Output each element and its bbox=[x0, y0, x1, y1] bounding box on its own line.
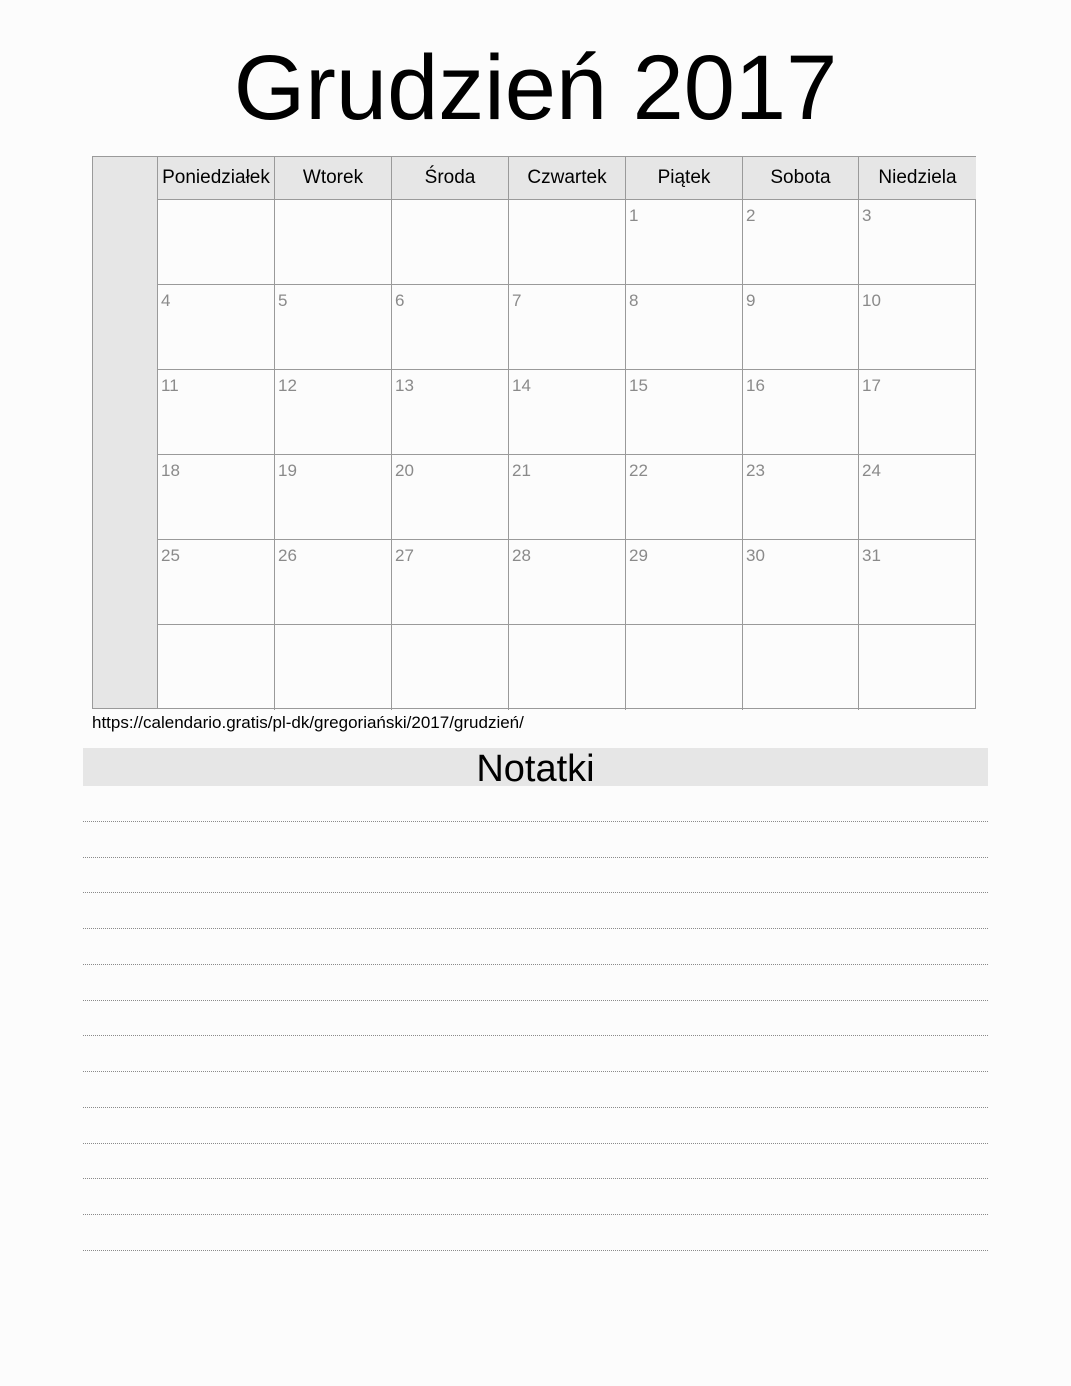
day-cell: 22 bbox=[626, 455, 743, 540]
weekday-header: Wtorek bbox=[275, 157, 392, 200]
note-line[interactable] bbox=[83, 822, 988, 858]
day-cell: 4 bbox=[158, 285, 275, 370]
day-cell: 24 bbox=[859, 455, 976, 540]
day-cell bbox=[509, 200, 626, 285]
day-cell: 11 bbox=[158, 370, 275, 455]
weekday-header: Niedziela bbox=[859, 157, 976, 200]
day-cell: 14 bbox=[509, 370, 626, 455]
day-cell: 20 bbox=[392, 455, 509, 540]
day-cell: 2 bbox=[743, 200, 859, 285]
note-line[interactable] bbox=[83, 1108, 988, 1144]
calendar-grid bbox=[92, 156, 976, 709]
day-cell: 5 bbox=[275, 285, 392, 370]
day-cell: 30 bbox=[743, 540, 859, 625]
day-cell: 28 bbox=[509, 540, 626, 625]
note-line[interactable] bbox=[83, 1001, 988, 1037]
page-title: Grudzień 2017 bbox=[233, 37, 838, 139]
day-cell bbox=[743, 625, 859, 710]
weekday-header: Piątek bbox=[626, 157, 743, 200]
calendar-body bbox=[158, 157, 975, 708]
day-cell: 10 bbox=[859, 285, 976, 370]
day-cell bbox=[509, 625, 626, 710]
notes-lines bbox=[83, 786, 988, 1251]
day-cell: 31 bbox=[859, 540, 976, 625]
day-cell: 27 bbox=[392, 540, 509, 625]
notes-title: Notatki bbox=[83, 748, 988, 786]
day-cell: 21 bbox=[509, 455, 626, 540]
day-cell: 1 bbox=[626, 200, 743, 285]
note-line[interactable] bbox=[83, 1072, 988, 1108]
day-cell: 15 bbox=[626, 370, 743, 455]
day-cell: 6 bbox=[392, 285, 509, 370]
day-cell: 12 bbox=[275, 370, 392, 455]
day-cell: 25 bbox=[158, 540, 275, 625]
day-cell: 18 bbox=[158, 455, 275, 540]
weekday-header: Środa bbox=[392, 157, 509, 200]
day-cell: 3 bbox=[859, 200, 976, 285]
note-line[interactable] bbox=[83, 1215, 988, 1251]
day-cell bbox=[158, 200, 275, 285]
weekday-header: Poniedziałek bbox=[158, 157, 275, 200]
note-line[interactable] bbox=[83, 1036, 988, 1072]
note-line[interactable] bbox=[83, 786, 988, 822]
note-line[interactable] bbox=[83, 858, 988, 894]
weekday-header: Sobota bbox=[743, 157, 859, 200]
day-cell: 7 bbox=[509, 285, 626, 370]
day-cell bbox=[392, 200, 509, 285]
day-cell bbox=[859, 625, 976, 710]
day-cell: 26 bbox=[275, 540, 392, 625]
note-line[interactable] bbox=[83, 893, 988, 929]
note-line[interactable] bbox=[83, 1179, 988, 1215]
day-cell bbox=[275, 625, 392, 710]
source-url: https://calendario.gratis/pl-dk/gregoriański/2017/grudzień/ bbox=[92, 713, 524, 732]
note-line[interactable] bbox=[83, 965, 988, 1001]
day-cell: 19 bbox=[275, 455, 392, 540]
day-cell: 29 bbox=[626, 540, 743, 625]
day-cell: 23 bbox=[743, 455, 859, 540]
day-cell: 17 bbox=[859, 370, 976, 455]
note-line[interactable] bbox=[83, 1144, 988, 1180]
note-line[interactable] bbox=[83, 929, 988, 965]
day-cell bbox=[275, 200, 392, 285]
day-cell: 16 bbox=[743, 370, 859, 455]
day-cell bbox=[626, 625, 743, 710]
day-cell bbox=[158, 625, 275, 710]
day-cell: 8 bbox=[626, 285, 743, 370]
day-cell: 9 bbox=[743, 285, 859, 370]
weekday-header: Czwartek bbox=[509, 157, 626, 200]
day-cell: 13 bbox=[392, 370, 509, 455]
week-number-column bbox=[93, 157, 158, 708]
day-cell bbox=[392, 625, 509, 710]
